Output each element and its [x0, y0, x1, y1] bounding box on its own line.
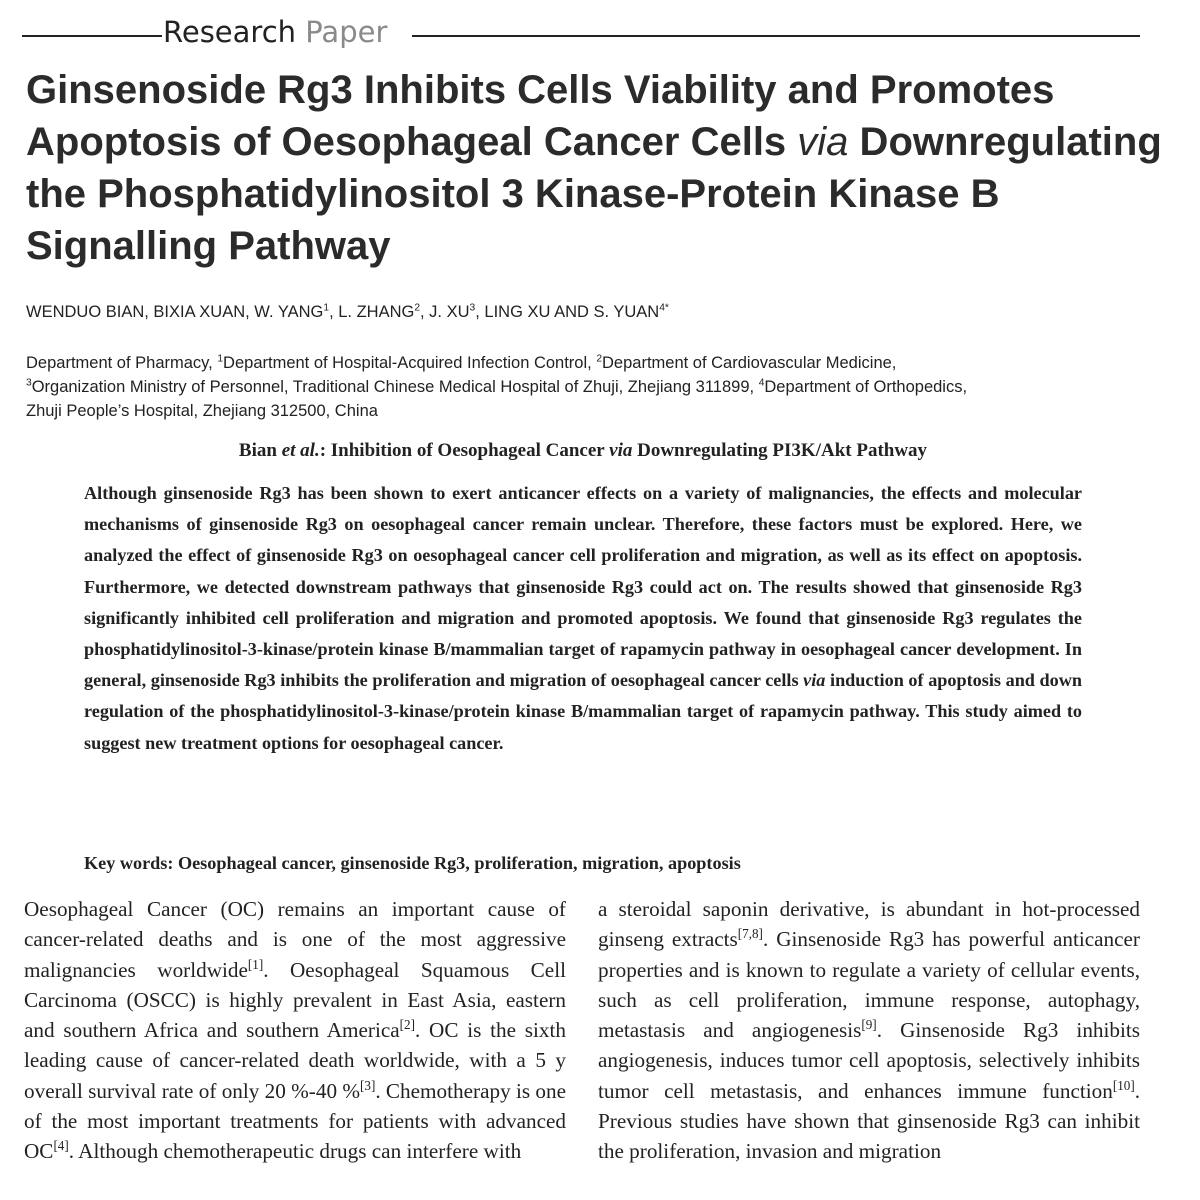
- header-rule-right: [412, 35, 1140, 37]
- section-label: Research Paper: [163, 15, 388, 49]
- affiliation-line: $^3$Organization Ministry of Personnel, Traditional Chinese Medical Hospital of Zhuji, Zhejiang 311899, $^4$Department of Orthopedics,: [26, 377, 968, 396]
- affiliations: [26, 351, 1176, 423]
- keywords: Key words: Oesophageal cancer, ginsenoside Rg3, proliferation, migration, apoptosis: [84, 853, 741, 873]
- paper-title: Ginsenoside Rg3 Inhibits Cells Viability and Promotes Apoptosis of Oesophageal Cancer Cells via Downregulating the Phosphatidylinositol 3 Kinase-Protein Kinase B Signalling Pathway: [26, 68, 1162, 268]
- body-column-right: a steroidal saponin derivative, is abundant in hot-processed ginseng extracts[7,8]. Ginsenoside Rg3 has powerful anticancer properties and is known to regulate a variety of cellular events, such as cell proliferation, immune response, autophagy, metastasis and angiogenesis[9]. Ginsenoside Rg3 inhibits angiogenesis, induces tumor cell apoptosis, selectively inhibits tumor cell metastasis, and enhances immune function[10]. Previous studies have shown that ginsenoside Rg3 can inhibit the proliferation, invasion and migration: [598, 897, 1140, 1164]
- affiliation-line: Department of Pharmacy, $^1$Department of Hospital-Acquired Infection Control, $^2$Department of Cardiovascular Medicine,: [26, 353, 897, 372]
- affiliation-line: Zhuji People’s Hospital, Zhejiang 312500, China: [26, 402, 378, 420]
- body-column-left: Oesophageal Cancer (OC) remains an important cause of cancer-related deaths and is one of the most aggressive malignancies worldwide[1]. Oesophageal Squamous Cell Carcinoma (OSCC) is highly prevalent in East Asia, eastern and southern Africa and southern America[2]. OC is the sixth leading cause of cancer-related death worldwide, with a 5 y overall survival rate of only 20 %-40 %[3]. Chemotherapy is one of the most important treatments for patients with advanced OC[4]. Although chemotherapeutic drugs can interfere with: [24, 897, 566, 1164]
- abstract: Although ginsenoside Rg3 has been shown to exert anticancer effects on a variety of malignancies, the effects and molecular mechanisms of ginsenoside Rg3 on oesophageal cancer remain unclear. Therefore, these factors must be explored. Here, we analyzed the effect of ginsenoside Rg3 on oesophageal cancer cell proliferation and migration, as well as its effect on apoptosis. Furthermore, we detected downstream pathways that ginsenoside Rg3 could act on. The results showed that ginsenoside Rg3 significantly inhibited cell proliferation and migration and promoted apoptosis. We found that ginsenoside Rg3 regulates the phosphatidylinositol-3-kinase/protein kinase B/mammalian target of rapamycin pathway in oesophageal cancer development. In general, ginsenoside Rg3 inhibits the proliferation and migration of oesophageal cancer cells via induction of apoptosis and down regulation of the phosphatidylinositol-3-kinase/protein kinase B/mammalian target of rapamycin pathway. This study aimed to suggest new treatment options for oesophageal cancer.: [84, 483, 1083, 753]
- running-head: Bian et al.: Inhibition of Oesophageal Cancer via Downregulating PI3K/Akt Pathway: [238, 440, 928, 461]
- header-rule-left: [22, 35, 162, 37]
- author-list: WENDUO BIAN, BIXIA XUAN, W. YANG$^1$, L. ZHANG$^2$, J. $XU^3$, LING XU AND S. $YUAN^{4*}$: [26, 302, 669, 321]
